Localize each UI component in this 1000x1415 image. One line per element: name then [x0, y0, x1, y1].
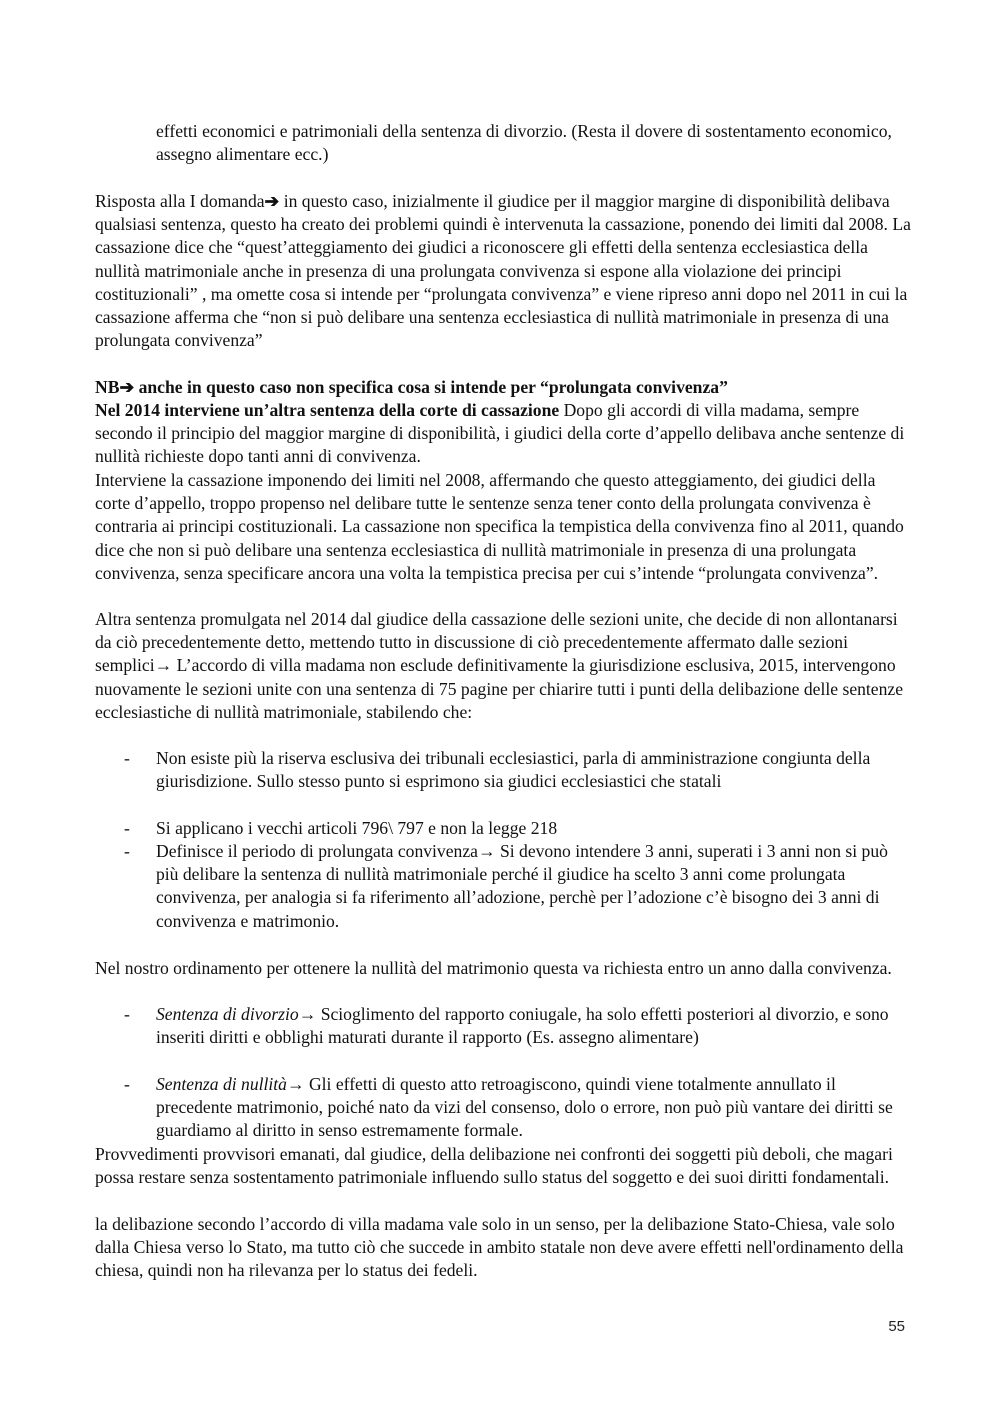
paragraph-nel-nostro: Nel nostro ordinamento per ottenere la nullità del matrimonio questa va richiesta entro un anno dalla convivenza. [95, 958, 892, 978]
term-sentenza-nullita: Sentenza di nullità [156, 1074, 287, 1094]
list-item-text: → Gli effetti di questo atto retroagiscono, quindi viene totalmente annullato il precedente matrimonio, poiché nato da vizi del consenso, dolo o errore, non può più vantare dei diritti se guardiamo al diritto in senso estremamente formale. [156, 1074, 893, 1141]
page-number: 55 [888, 1318, 905, 1335]
paragraph-risposta [95, 190, 913, 352]
risposta-text: in questo caso, inizialmente il giudice per il maggior margine di disponibilità delibava qualsiasi sentenza, questo ha creato dei problemi quindi è intervenuta la cassazione, ponendo dei limiti dal 2008. La cassazione dice che “quest’atteggiamento dei giudici a riconoscere gli effetti della sentenza ecclesiastica della nullità matrimoniale anche in presenza di una prolungata convivenza si espone alla violazione dei principi costituzionali” , ma omette cosa si intende per “prolungata convivenza” e viene ripreso anni dopo nel 2011 in cui la cassazione afferma che “non si può delibare una sentenza ecclesiastica di nullità matrimoniale in presenza di una prolungata convivenza” [95, 191, 911, 351]
paragraph-delibazione: la delibazione secondo l’accordo di villa madama vale solo in un senso, per la delibazione Stato-Chiesa, vale solo dalla Chiesa verso lo Stato, ma tutto ciò che succede in ambito statale non deve avere effetti nell'ordinamento della chiesa, quindi non ha rilevanza per lo status dei fedeli. [95, 1214, 904, 1281]
list-item: Si applicano i vecchi articoli 796\ 797 e non la legge 218 [156, 818, 558, 838]
list-bullet-dash: - [124, 748, 130, 768]
paragraph-top-continuation: effetti economici e patrimoniali della sentenza di divorzio. (Resta il dovere di sostentamento economico, assegno alimentare ecc.) [156, 121, 892, 165]
sentenza-2014-text: Dopo gli accordi di villa madama, sempre secondo il principio del maggior margine di disponibilità, i giudici della corte d’appello delibava anche sentenze di nullità richieste dopo tanti anni di convivenza. [95, 400, 905, 467]
paragraph-sentenza-2014 [95, 399, 913, 469]
list-bullet-dash: - [124, 1004, 130, 1024]
paragraph-provvedimenti: Provvedimenti provvisori emanati, dal giudice, della delibazione nei confronti dei soggetti più deboli, che magari possa restare senza sostentamento patrimoniale influendo sullo status del soggetto e dei suoi diritti fondamentali. [95, 1144, 893, 1188]
list-item-text: → Scioglimento del rapporto coniugale, ha solo effetti posteriori al divorzio, e sono inseriti diritti e obblighi maturati durante il rapporto (Es. assegno alimentare) [156, 1004, 889, 1048]
list-item: Definisce il periodo di prolungata convivenza→ Si devono intendere 3 anni, superati i 3 anni non si può più delibare la sentenza di nullità matrimoniale perché il giudice ha scelto 3 anni come prolungata convivenza, per analogia si fa riferimento all’adozione, perchè per l’adozione c’è bisogno dei 3 anni di convivenza e matrimonio. [156, 841, 888, 931]
arrow-right-icon: ➔ [264, 191, 280, 211]
paragraph-interviene: Interviene la cassazione imponendo dei limiti nel 2008, affermando che questo atteggiamento, dei giudici della corte d’appello, troppo propenso nel delibare tutte le sentenze senza tener conto della prolungata convivenza è contraria ai principi costituzionali. La cassazione non specifica la tempistica della convivenza fino al 2011, quando dice che non si può delibare una sentenza ecclesiastica di nullità matrimoniale in presenza di una prolungata convivenza, senza specificare ancora una volta la tempistica precisa per cui s’intende “prolungata convivenza”. [95, 470, 904, 583]
list-bullet-dash: - [124, 1074, 130, 1094]
nb-lead: NB [95, 377, 120, 397]
paragraph-nb [95, 376, 913, 399]
risposta-lead: Risposta alla I domanda [95, 191, 265, 211]
term-sentenza-divorzio: Sentenza di divorzio [156, 1004, 299, 1024]
nb-text: anche in questo caso non specifica cosa si intende per “prolungata convivenza” [134, 377, 728, 397]
paragraph-altra-sentenza: Altra sentenza promulgata nel 2014 dal giudice della cassazione delle sezioni unite, che decide di non allontanarsi da ciò precedentemente detto, mettendo tutto in discussione di ciò precedentemente affermato dalle sezioni semplici→ L’accordo di villa madama non esclude definitivamente la giurisdizione esclusiva, 2015, intervengono nuovamente le sezioni unite con una sentenza di 75 pagine per chiarire tutti i punti della delibazione delle sentenze ecclesiastiche di nullità matrimoniale, stabilendo che: [95, 609, 904, 722]
list-bullet-dash: - [124, 841, 130, 861]
list-item-divorzio [156, 1003, 908, 1049]
list-item-nullita [156, 1073, 908, 1143]
arrow-right-icon: ➔ [119, 377, 135, 397]
list-bullet-dash: - [124, 818, 130, 838]
sentenza-2014-heading: Nel 2014 interviene un’altra sentenza della corte di cassazione [95, 400, 560, 420]
list-item: Non esiste più la riserva esclusiva dei tribunali ecclesiastici, parla di amministrazione congiunta della giurisdizione. Sullo stesso punto si esprimono sia giudici ecclesiastici che statali [156, 748, 871, 792]
